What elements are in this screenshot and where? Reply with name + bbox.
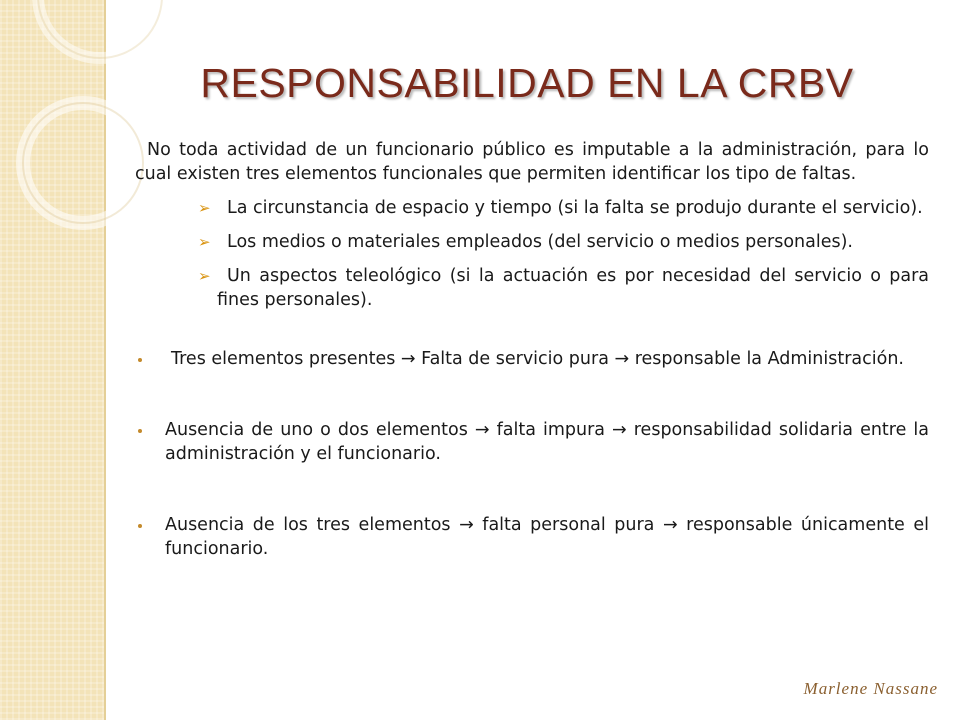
dot-bullet-icon (138, 429, 142, 433)
intro-paragraph: No toda actividad de un funcionario público es imputable a la administración, para lo cual existen tres elementos funcionales que permiten identificar los tipo de faltas. (135, 140, 929, 184)
slide-body (135, 138, 929, 608)
dot-bullet-icon (138, 358, 142, 362)
element-item-text: Un aspectos teleológico (si la actuación es por necesidad del servicio o para fines personales). (217, 266, 929, 310)
elements-list (135, 196, 929, 312)
author-footer: Marlene Nassane (803, 679, 938, 698)
element-item (198, 196, 929, 220)
dot-bullet-icon (138, 524, 142, 528)
fault-type-item (165, 513, 929, 561)
fault-type-text: Ausencia de uno o dos elementos → falta impura → responsabilidad solidaria entre la administración y el funcionario. (165, 420, 929, 464)
slide-title: RESPONSABILIDAD EN LA CRBV (200, 60, 854, 106)
arrow-bullet-icon: ➢ (198, 199, 211, 217)
element-item (198, 230, 929, 254)
element-item (198, 264, 929, 312)
element-item-text: Los medios o materiales empleados (del servicio o medios personales). (227, 232, 853, 252)
arrow-bullet-icon: ➢ (198, 267, 211, 285)
fault-types-list (135, 347, 929, 561)
fault-type-item (165, 347, 929, 371)
fault-type-text: Tres elementos presentes → Falta de servicio pura → responsable la Administración. (171, 349, 904, 369)
arrow-bullet-icon: ➢ (198, 233, 211, 251)
fault-type-item (165, 418, 929, 466)
element-item-text: La circunstancia de espacio y tiempo (si la falta se produjo durante el servicio). (227, 198, 923, 218)
fault-type-text: Ausencia de los tres elementos → falta personal pura → responsable únicamente el funcionario. (165, 515, 929, 559)
